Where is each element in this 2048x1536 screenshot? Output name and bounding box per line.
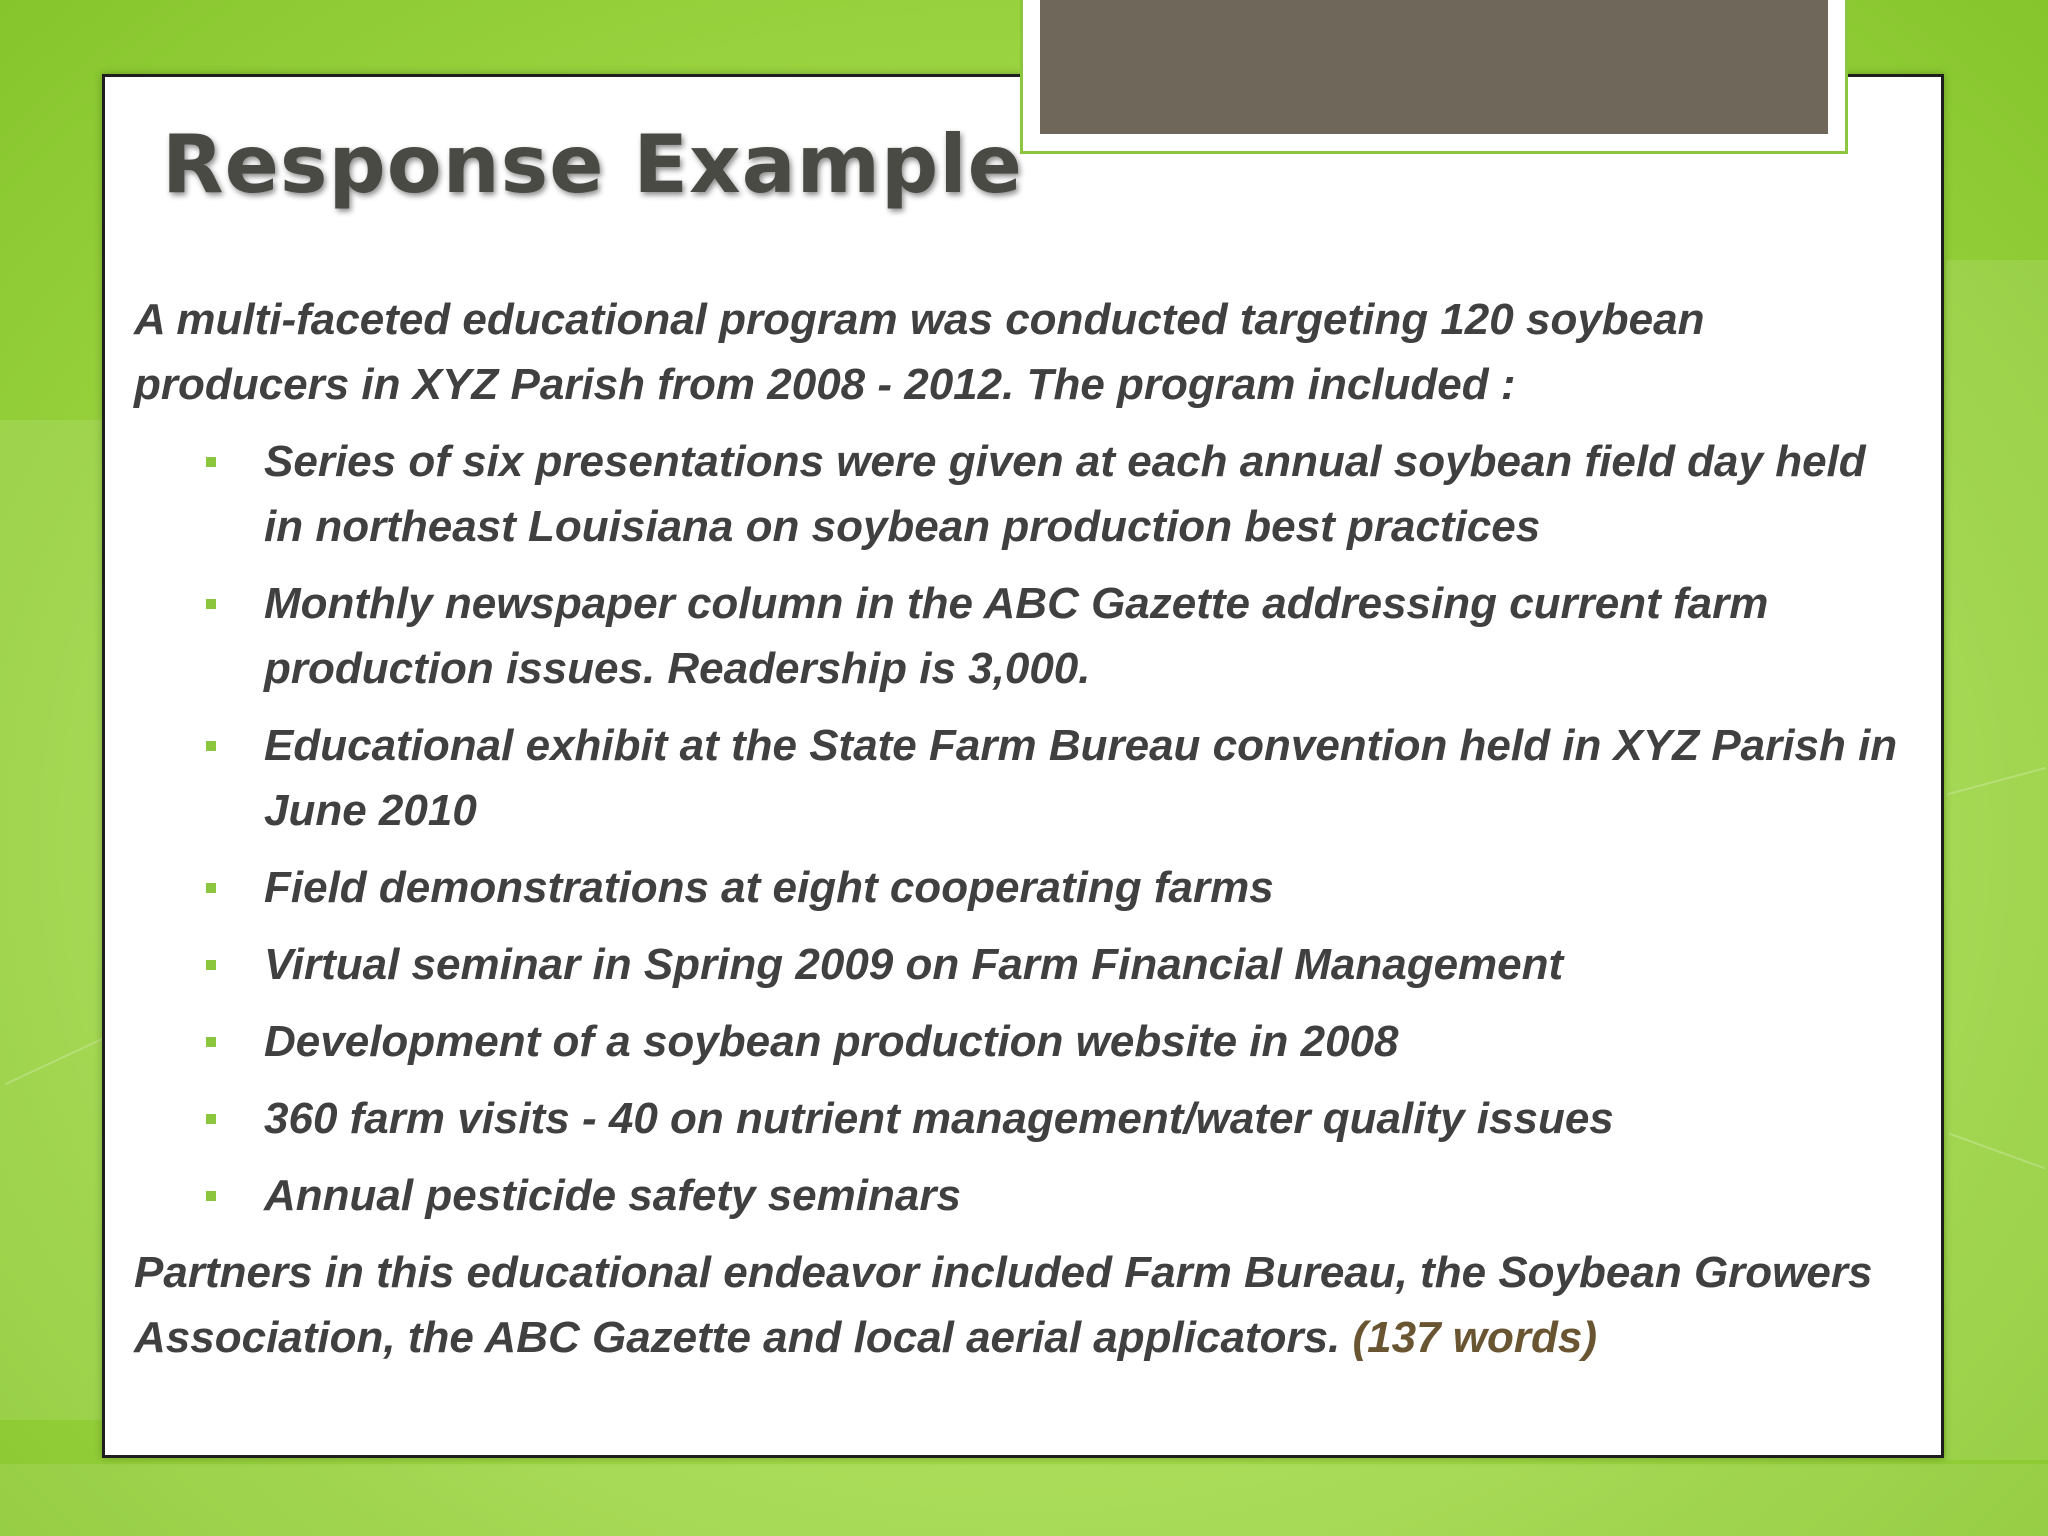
list-item-text: 360 farm visits - 40 on nutrient management/water quality issues	[264, 1094, 1614, 1143]
list-item	[134, 1009, 1914, 1074]
background-shape	[0, 1464, 2048, 1536]
square-bullet-icon	[206, 883, 216, 893]
background-shape	[0, 420, 110, 1420]
square-bullet-icon	[206, 1114, 216, 1124]
list-item-text: Development of a soybean production website in 2008	[264, 1017, 1399, 1066]
bullet-list	[134, 429, 1914, 1228]
slide-body	[134, 287, 1914, 1370]
closing-paragraph	[134, 1240, 1914, 1370]
list-item	[134, 932, 1914, 997]
word-count: (137 words)	[1340, 1313, 1598, 1362]
closing-period: .	[1328, 1313, 1341, 1362]
list-item-text: Series of six presentations were given at each annual soybean field day held in northeast Louisiana on soybean production best practices	[264, 437, 1866, 551]
list-item	[134, 855, 1914, 920]
list-item	[134, 571, 1914, 701]
square-bullet-icon	[206, 741, 216, 751]
list-item-text: Monthly newspaper column in the ABC Gazette addressing current farm production issues. Readership is 3,000.	[264, 579, 1769, 693]
closing-text: Partners in this educational endeavor included Farm Bureau, the Soybean Growers Association, the ABC Gazette and local aerial applicators	[134, 1248, 1873, 1362]
list-item	[134, 1163, 1914, 1228]
header-tab	[1040, 0, 1828, 134]
square-bullet-icon	[206, 1037, 216, 1047]
list-item-text: Field demonstrations at eight cooperating farms	[264, 863, 1274, 912]
list-item-text: Virtual seminar in Spring 2009 on Farm Financial Management	[264, 940, 1564, 989]
slide-title: Response Example	[162, 118, 1023, 211]
list-item	[134, 1086, 1914, 1151]
list-item-text: Annual pesticide safety seminars	[264, 1171, 961, 1220]
intro-paragraph: A multi-faceted educational program was conducted targeting 120 soybean producers in XYZ Parish from 2008 - 2012. The program included :	[134, 295, 1705, 409]
square-bullet-icon	[206, 457, 216, 467]
list-item	[134, 429, 1914, 559]
list-item	[134, 713, 1914, 843]
list-item-text: Educational exhibit at the State Farm Bureau convention held in XYZ Parish in June 2010	[264, 721, 1898, 835]
square-bullet-icon	[206, 960, 216, 970]
square-bullet-icon	[206, 599, 216, 609]
square-bullet-icon	[206, 1191, 216, 1201]
background-shape	[1946, 260, 2048, 1460]
